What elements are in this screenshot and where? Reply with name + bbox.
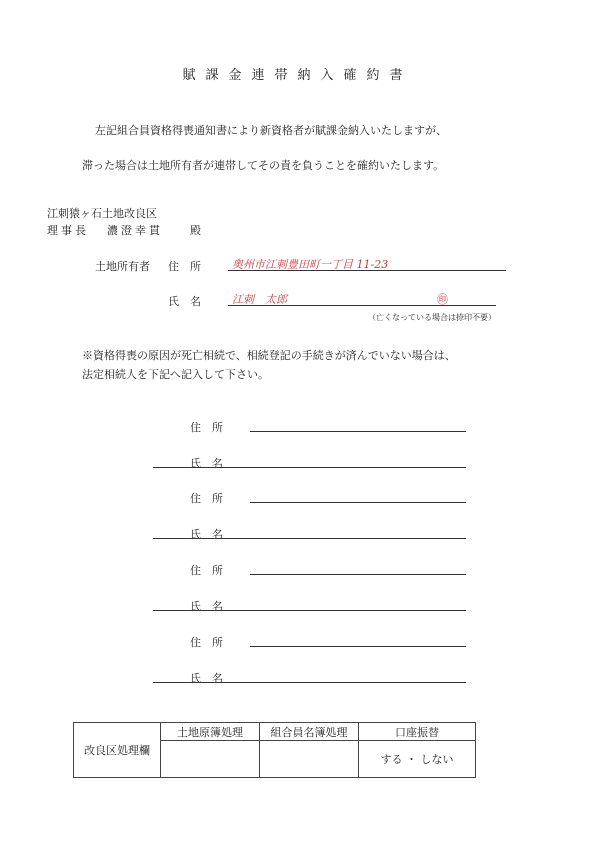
heir-1-address-line[interactable] <box>250 431 466 432</box>
addressee-org: 江刺猿ヶ石土地改良区 <box>47 207 157 220</box>
notice-line2: 法定相続人を下記へ記入して下さい。 <box>82 368 269 381</box>
heir-3-name-line[interactable] <box>153 610 466 611</box>
heir-2-address-line[interactable] <box>250 502 466 503</box>
processing-row-header: 改良区処理欄 <box>74 723 161 778</box>
heir-4-name-label: 氏 名 <box>190 672 223 685</box>
owner-label: 土地所有者 <box>95 260 150 273</box>
col-land-register: 土地原簿処理 <box>161 723 260 741</box>
heir-1-name-label: 氏 名 <box>190 457 223 470</box>
col-account-transfer: 口座振替 <box>359 723 476 741</box>
processing-table <box>73 722 476 778</box>
owner-name-label: 氏 名 <box>168 295 201 308</box>
body-text-line2: 滞った場合は土地所有者が連帯してその責を負うことを確約いたします。 <box>82 159 445 172</box>
document-title: 賦課金連帯納入確約書 <box>182 68 413 83</box>
addressee-role: 理事長 <box>47 224 89 237</box>
body-text-line1: 左記組合員資格得喪通知書により新資格者が賦課金納入いたしますが、 <box>95 124 447 137</box>
seal-note: （亡くなっている場合は捺印不要） <box>368 313 496 322</box>
owner-name-value[interactable]: 江刺 太郎 <box>232 293 287 306</box>
heir-4-address-label: 住 所 <box>190 636 223 649</box>
owner-name-underline <box>228 305 496 306</box>
heir-2-name-line[interactable] <box>153 538 466 539</box>
heir-2-address-label: 住 所 <box>190 492 223 505</box>
cell-account-transfer-choice[interactable]: する ・ しない <box>359 741 476 778</box>
heir-4-name-line[interactable] <box>153 682 466 683</box>
heir-3-address-line[interactable] <box>250 574 466 575</box>
addressee-name: 濃澄幸貫 <box>107 224 163 237</box>
heir-1-address-label: 住 所 <box>190 421 223 434</box>
heir-4-address-line[interactable] <box>250 646 466 647</box>
heir-3-address-label: 住 所 <box>190 564 223 577</box>
cell-member-register[interactable] <box>260 741 359 778</box>
heir-3-name-label: 氏 名 <box>190 600 223 613</box>
heir-2-name-label: 氏 名 <box>190 528 223 541</box>
owner-address-underline <box>228 270 506 271</box>
addressee-honorific: 殿 <box>190 224 201 237</box>
cell-land-register[interactable] <box>161 741 260 778</box>
seal-icon: ㊞ <box>437 293 448 306</box>
owner-address-value[interactable]: 奥州市江刺豊田町一丁目 11-23 <box>232 258 389 271</box>
col-member-register: 組合員名簿処理 <box>260 723 359 741</box>
owner-address-label: 住 所 <box>168 260 201 273</box>
notice-line1: ※資格得喪の原因が死亡相続で、相続登記の手続きが済んでいない場合は、 <box>82 349 456 362</box>
heir-1-name-line[interactable] <box>153 467 466 468</box>
